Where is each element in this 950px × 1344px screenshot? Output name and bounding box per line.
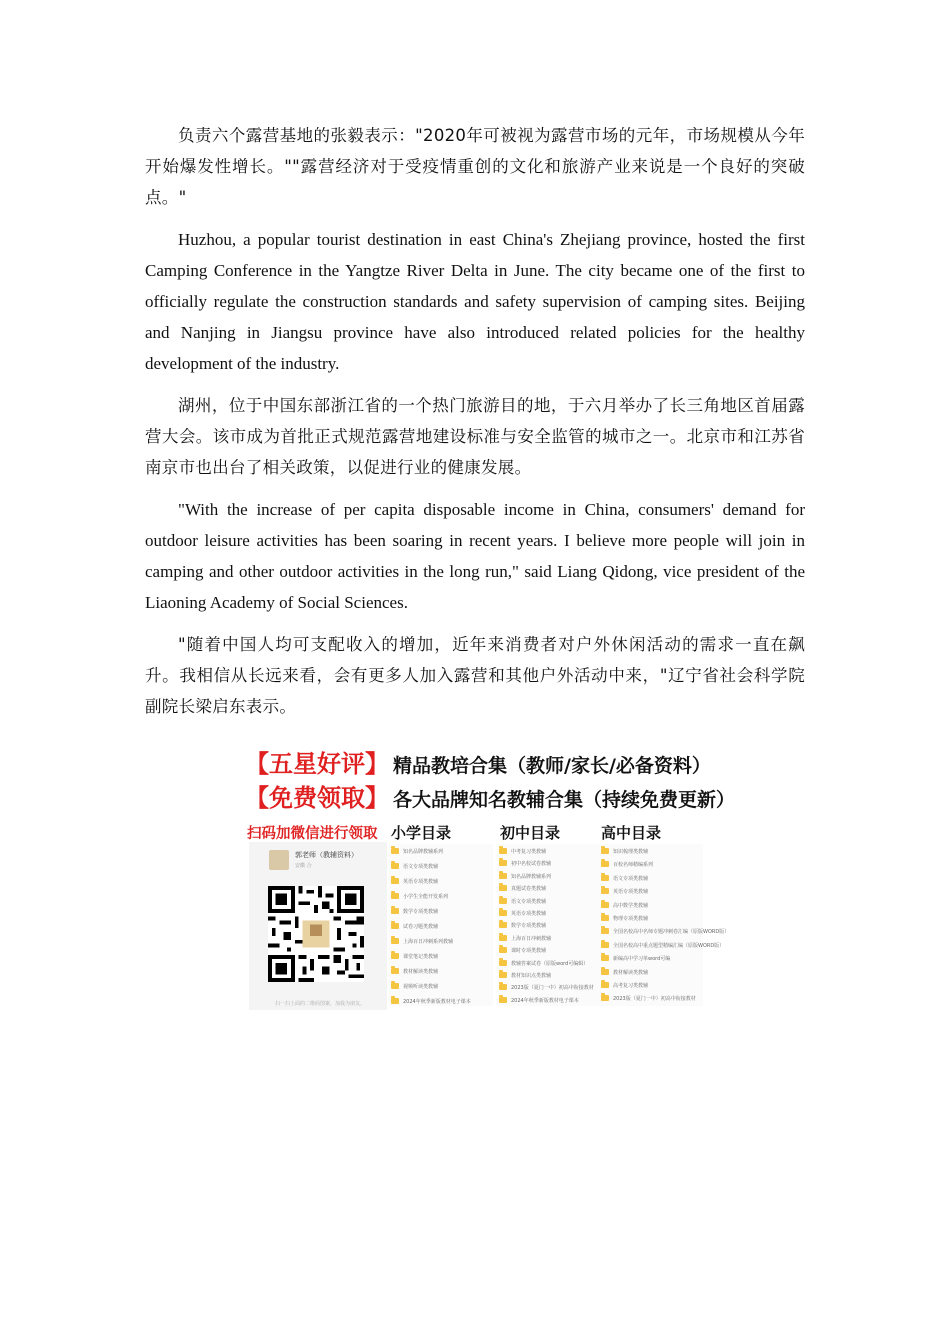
folder-icon: [391, 983, 399, 989]
list-item[interactable]: 2023版（夏门一中）初高中衔接教材: [599, 991, 703, 1004]
folder-icon: [601, 969, 609, 975]
folder-icon: [391, 968, 399, 974]
list-item[interactable]: 中考复习类教辅: [497, 844, 601, 856]
promo-text-2: 各大品牌知名教辅合集（持续免费更新）: [393, 789, 736, 811]
folder-icon: [499, 960, 507, 966]
wechat-card: [249, 842, 387, 1010]
list-item[interactable]: 数学专项类教辅: [389, 904, 493, 919]
list-item[interactable]: 2024年秋季新版教材电子课本: [389, 994, 493, 1009]
folder-icon: [391, 923, 399, 929]
promo-headline-2: [245, 778, 735, 812]
card-location: 安徽 合: [295, 863, 312, 869]
promo-banner: [245, 742, 736, 1012]
folder-icon: [601, 928, 609, 934]
column-title-high: 高中目录: [601, 824, 662, 842]
folder-list-high: [599, 844, 730, 1006]
folder-icon: [499, 935, 507, 941]
column-title-primary: 小学目录: [391, 824, 452, 842]
promo-headline-1: [245, 744, 711, 778]
list-item[interactable]: 语文专项类教辅: [389, 859, 493, 874]
list-item[interactable]: 知名品牌教辅系列: [497, 869, 601, 881]
list-item[interactable]: 教辅答案试卷（原版word可编辑）: [497, 956, 601, 968]
list-item[interactable]: 小学生全能开发系列: [389, 889, 493, 904]
list-item[interactable]: 英语专项类教辅: [497, 906, 601, 918]
folder-icon: [601, 848, 609, 854]
folder-icon: [391, 863, 399, 869]
folder-icon: [601, 955, 609, 961]
promo-tag-2: 【免费领取】: [245, 784, 389, 812]
paragraph-zh-2: 湖州，位于中国东部浙江省的一个热门旅游目的地，于六月举办了长三角地区首届露营大会。该市成为首批正式规范露营地建设标准与安全监管的城市之一。北京市和江苏省南京市也出台了相关政策，以促进行业的健康发展。: [145, 396, 805, 477]
folder-icon: [391, 908, 399, 914]
list-item[interactable]: 知名品牌教辅系列: [389, 844, 493, 859]
list-item[interactable]: 语文专项类教辅: [599, 871, 703, 884]
list-item[interactable]: 试卷习题类教辅: [389, 919, 493, 934]
list-item[interactable]: 高考复习类教辅: [599, 978, 703, 991]
folder-icon: [601, 942, 609, 948]
list-item[interactable]: 教材解读类教辅: [389, 964, 493, 979]
list-item[interactable]: 全国名校高中重点题型精编汇编（原版WORD版）: [599, 938, 703, 951]
list-item[interactable]: 新编高中学习单word可编: [599, 951, 703, 964]
list-item[interactable]: 真题试卷类教辅: [497, 881, 601, 893]
list-item[interactable]: 视频听读类教辅: [389, 979, 493, 994]
folder-icon: [601, 902, 609, 908]
folder-list-primary: [389, 844, 493, 1006]
promo-tag-1: 【五星好评】: [245, 750, 389, 778]
article-body: [145, 120, 805, 733]
folder-icon: [499, 848, 507, 854]
folder-icon: [499, 997, 507, 1003]
folder-icon: [499, 873, 507, 879]
list-item[interactable]: 2024年秋季新版教材电子课本: [497, 993, 601, 1005]
folder-icon: [391, 953, 399, 959]
promo-text-1: 精品教培合集（教师/家长/必备资料）: [393, 755, 711, 777]
column-title-middle: 初中目录: [500, 824, 561, 842]
list-item[interactable]: 物理专项类教辅: [599, 911, 703, 924]
scan-label: 扫码加微信进行领取: [247, 826, 378, 842]
list-item[interactable]: 教材知识点类教辅: [497, 968, 601, 980]
list-item[interactable]: 上海百日冲刺系列教辅: [389, 934, 493, 949]
folder-icon: [499, 860, 507, 866]
folder-icon: [601, 915, 609, 921]
folder-icon: [391, 893, 399, 899]
folder-icon: [391, 848, 399, 854]
list-item[interactable]: 2023版（夏门一中）初高中衔接教材: [497, 980, 601, 992]
paragraph-zh-3: "随着中国人均可支配收入的增加，近年来消费者对户外休闲活动的需求一直在飙升。我相信从长远来看，会有更多人加入露营和其他户外活动中来，"辽宁省社会科学院副院长梁启东表示。: [145, 635, 805, 716]
folder-icon: [499, 984, 507, 990]
list-item[interactable]: 英语专项类教辅: [389, 874, 493, 889]
list-item[interactable]: 英语专项类教辅: [599, 884, 703, 897]
folder-icon: [499, 898, 507, 904]
list-item[interactable]: 高中数学类教辅: [599, 898, 703, 911]
list-item[interactable]: 全国名校高中名师专题冲刺卷汇编（原版WORD版）: [599, 924, 703, 937]
list-item[interactable]: 知识梳理类教辅: [599, 844, 703, 857]
list-item[interactable]: 语文专项类教辅: [497, 894, 601, 906]
folder-icon: [391, 878, 399, 884]
list-item[interactable]: 上海百日冲刺教辅: [497, 931, 601, 943]
list-item[interactable]: 课时专项类教辅: [497, 943, 601, 955]
list-item[interactable]: 初中名校试卷教辅: [497, 856, 601, 868]
list-item[interactable]: 教材解读类教辅: [599, 965, 703, 978]
list-item[interactable]: 课堂笔记类教辅: [389, 949, 493, 964]
folder-list-middle: [497, 844, 601, 1006]
folder-icon: [391, 998, 399, 1004]
avatar: [269, 850, 289, 870]
card-footer-note: 扫一扫上面的二维码图案，加我为朋友。: [275, 1001, 366, 1007]
folder-icon: [499, 972, 507, 978]
folder-icon: [499, 947, 507, 953]
folder-icon: [601, 995, 609, 1001]
card-name: 郭老师（教辅资料）: [295, 851, 358, 859]
folder-icon: [499, 885, 507, 891]
qr-code-icon[interactable]: [268, 886, 364, 982]
paragraph-zh-1: 负责六个露营基地的张毅表示："2020年可被视为露营市场的元年，市场规模从今年开始爆发性增长。""露营经济对于受疫情重创的文化和旅游产业来说是一个良好的突破点。": [145, 126, 805, 207]
paragraph-en-2: "With the increase of per capita disposable income in China, consumers' demand for outdoor leisure activities has been soaring in recent years. I believe more people will join in camping and other outdoor activities in the long run," said Liang Qidong, vice president of the Liaoning Academy of Social Sciences.: [145, 500, 805, 612]
list-item[interactable]: 数学专项类教辅: [497, 918, 601, 930]
list-item[interactable]: 百校名师精编系列: [599, 857, 703, 870]
folder-icon: [499, 910, 507, 916]
folder-icon: [391, 938, 399, 944]
folder-icon: [601, 888, 609, 894]
paragraph-en-1: Huzhou, a popular tourist destination in east China's Zhejiang province, hosted the first Camping Conference in the Yangtze River Delta in June. The city became one of the first to officially regulate the construction standards and safety supervision of camping sites. Beijing and Nanjing in Jiangsu province have also introduced related policies for the healthy development of the industry.: [145, 230, 805, 373]
folder-icon: [601, 875, 609, 881]
folder-icon: [499, 922, 507, 928]
folder-icon: [601, 982, 609, 988]
folder-icon: [601, 861, 609, 867]
